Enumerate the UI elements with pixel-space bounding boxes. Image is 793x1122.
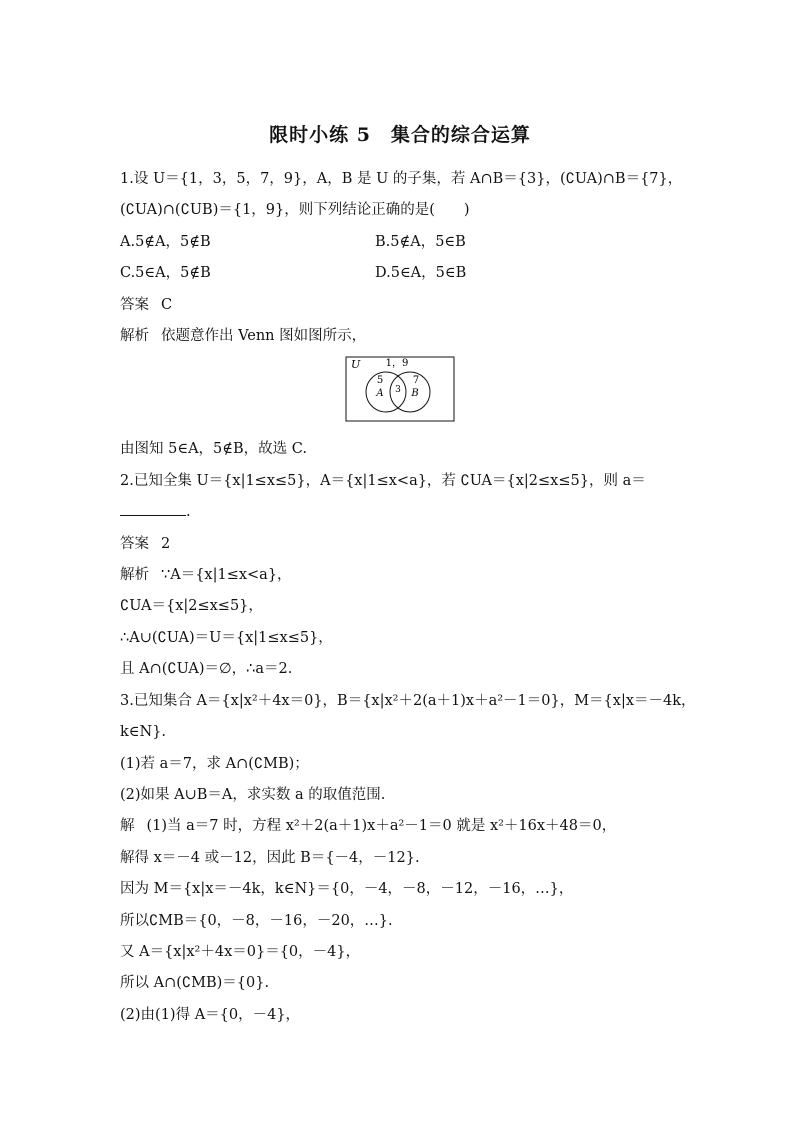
q1-stem-line-2: (∁UA)∩(∁UB)＝{1，9}，则下列结论正确的是( ) — [120, 202, 470, 219]
question-2 — [120, 466, 680, 686]
q1-analysis-label: 解析 — [120, 328, 149, 345]
q2-answer-label: 答案 — [120, 535, 149, 552]
q1-option-b: B.5∉A，5∈B — [375, 233, 466, 250]
q3-solution-3: 因为 M＝{x|x＝－4k，k∈N}＝{0，－4，－8，－12，－16，…}， — [120, 881, 574, 898]
q2-step-1: ∵A＝{x|1≤x<a}， — [161, 567, 292, 584]
q2-stem-end: . — [186, 504, 191, 521]
q1-option-a: A.5∉A，5∉B — [120, 233, 211, 250]
q2-answer-value: 2 — [161, 535, 171, 552]
q3-part-2: (2)如果 A∪B＝A，求实数 a 的取值范围. — [120, 786, 386, 803]
q1-answer-value: C — [161, 296, 173, 313]
q2-step-2: ∁UA＝{x|2≤x≤5}， — [120, 598, 263, 615]
venn-a-label: A — [376, 388, 384, 400]
q3-solution-line-1 — [120, 811, 680, 842]
worksheet-page — [120, 120, 696, 1031]
venn-diagram-wrap — [120, 352, 680, 434]
q1-answer — [120, 290, 680, 321]
q2-analysis-label: 解析 — [120, 567, 149, 584]
q3-solution-7: (2)由(1)得 A＝{0，－4}， — [120, 1006, 301, 1023]
q1-option-d: D.5∈A，5∈B — [375, 265, 467, 282]
q3-stem-line-1: 3.已知集合 A＝{x|x²＋4x＝0}，B＝{x|x²＋2(a＋1)x＋a²－1＝0}，M＝{x|x＝－4k， — [120, 692, 696, 709]
q2-answer — [120, 529, 680, 560]
q1-analysis — [120, 321, 680, 352]
q2-answer-blank — [120, 497, 186, 516]
q2-stem-line-2 — [120, 497, 680, 528]
venn-b-label: B — [411, 388, 419, 400]
q2-stem-line-1: 2.已知全集 U＝{x|1≤x≤5}，A＝{x|1≤x<a}，若 ∁UA＝{x|2≤x≤5}，则 a＝ — [120, 472, 646, 489]
q3-solution-1: (1)当 a＝7 时，方程 x²＋2(a＋1)x＋a²－1＝0 就是 x²＋16x＋48＝0， — [146, 818, 617, 835]
q1-stem-line-1: 1.设 U＝{1，3，5，7，9}，A，B 是 U 的子集，若 A∩B＝{3}，(∁UA)∩B＝{7}， — [120, 171, 683, 187]
q3-stem-line-2: k∈N}. — [120, 724, 167, 741]
question-1 — [120, 164, 683, 466]
venn-a-only-value: 5 — [376, 375, 384, 387]
venn-diagram — [345, 356, 455, 422]
q3-solution-label: 解 — [120, 818, 135, 835]
page-title: 限时小练 5 集合的综合运算 — [269, 124, 531, 146]
q3-solution-4: 所以∁MB＝{0，－8，－16，－20，…}. — [120, 912, 393, 929]
question-3 — [120, 686, 696, 1031]
q2-step-4: 且 A∩(∁UA)＝∅，∴a＝2. — [120, 661, 293, 678]
venn-u-label: U — [351, 358, 361, 372]
venn-b-only-value: 7 — [412, 375, 420, 387]
q3-part-1: (1)若 a＝7，求 A∩(∁MB)； — [120, 755, 309, 772]
q1-options-row-2 — [120, 258, 680, 289]
q1-analysis-text: 依题意作出 Venn 图如图所示， — [161, 328, 367, 345]
q1-conclusion: 由图知 5∈A，5∉B，故选 C. — [120, 441, 307, 458]
q3-solution-5: 又 A＝{x|x²＋4x＝0}＝{0，－4}， — [120, 943, 361, 960]
q2-analysis-step-1 — [120, 560, 680, 591]
q1-answer-label: 答案 — [120, 296, 149, 313]
q2-step-3: ∴A∪(∁UA)＝U＝{x|1≤x≤5}， — [120, 629, 333, 646]
q3-solution-6: 所以 A∩(∁MB)＝{0}. — [120, 975, 270, 992]
venn-intersection-value: 3 — [395, 385, 401, 396]
q1-options-row-1 — [120, 227, 680, 258]
q3-solution-2: 解得 x＝－4 或－12，因此 B＝{－4，－12}. — [120, 849, 420, 866]
q1-option-c: C.5∈A，5∉B — [120, 265, 211, 282]
venn-outside-value: 1，9 — [385, 358, 409, 370]
